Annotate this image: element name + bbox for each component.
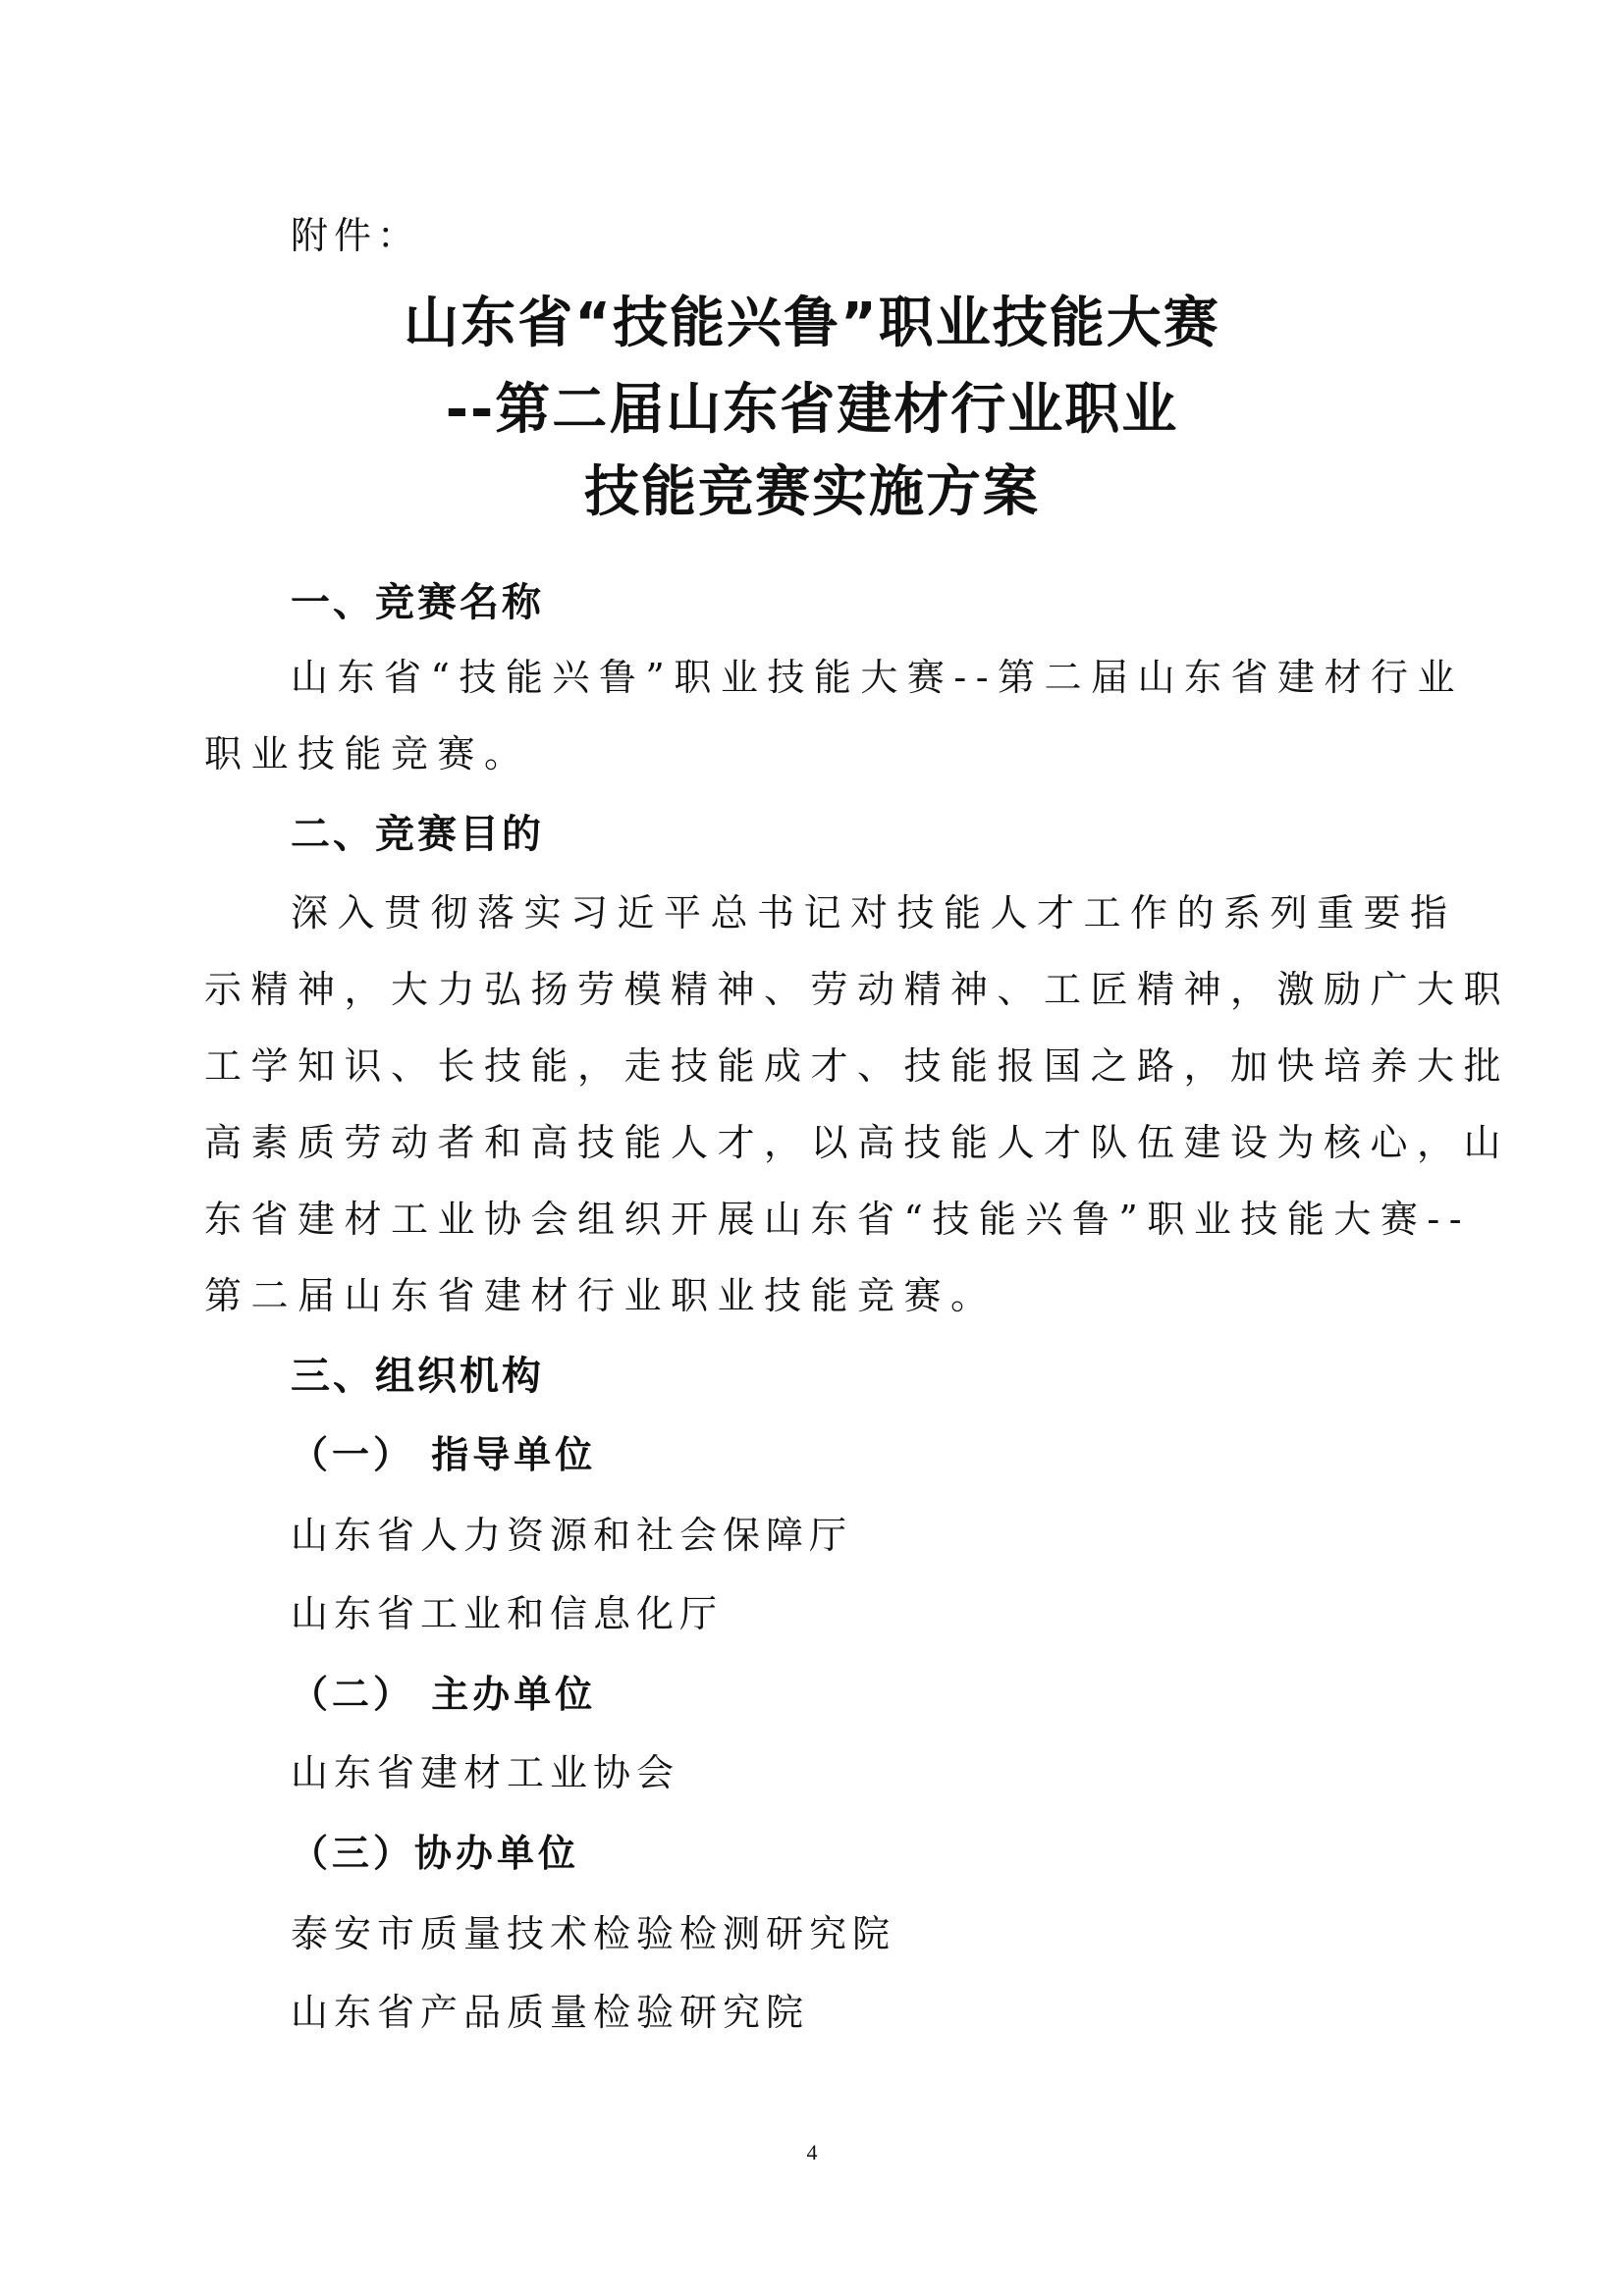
attachment-label: 附件： bbox=[291, 214, 421, 257]
paragraph-line: 深入贯彻落实习近平总书记对技能人才工作的系列重要指 bbox=[291, 891, 1457, 934]
paragraph-line: 高素质劳动者和高技能人才，以高技能人才队伍建设为核心，山 bbox=[204, 1121, 1511, 1164]
subheading-co-organizing-unit: （三）协办单位 bbox=[291, 1832, 580, 1875]
document-title-line-2: --第二届山东省建材行业职业 bbox=[445, 378, 1179, 442]
organization-unit: 山东省人力资源和社会保障厅 bbox=[291, 1514, 853, 1557]
section-heading-competition-purpose: 二、竞赛目的 bbox=[291, 812, 544, 857]
section-heading-competition-name: 一、竞赛名称 bbox=[291, 580, 544, 625]
organization-unit: 山东省工业和信息化厅 bbox=[291, 1592, 724, 1635]
document-title-line-1: 山东省“技能兴鲁”职业技能大赛 bbox=[404, 292, 1220, 355]
paragraph-line: 示精神，大力弘扬劳模精神、劳动精神、工匠精神，激励广大职 bbox=[204, 968, 1511, 1011]
page-number: 4 bbox=[806, 2140, 818, 2164]
organization-unit: 泰安市质量技术检验检测研究院 bbox=[291, 1912, 896, 1955]
organization-unit: 山东省建材工业协会 bbox=[291, 1751, 680, 1794]
organization-unit: 山东省产品质量检验研究院 bbox=[291, 1991, 810, 2034]
section-heading-organization: 三、组织机构 bbox=[291, 1354, 544, 1399]
paragraph-line: 东省建材工业协会组织开展山东省“技能兴鲁”职业技能大赛-- bbox=[204, 1198, 1472, 1241]
paragraph-line: 工学知识、长技能，走技能成才、技能报国之路，加快培养大批 bbox=[204, 1044, 1511, 1088]
document-title-line-3: 技能竞赛实施方案 bbox=[584, 460, 1040, 524]
paragraph-line: 第二届山东省建材行业职业技能竞赛。 bbox=[204, 1274, 998, 1317]
subheading-guiding-unit: （一） 指导单位 bbox=[291, 1433, 597, 1476]
subheading-hosting-unit: （二） 主办单位 bbox=[291, 1673, 597, 1716]
paragraph-line: 山东省“技能兴鲁”职业技能大赛--第二届山东省建材行业 bbox=[291, 656, 1465, 699]
paragraph-line: 职业技能竞赛。 bbox=[204, 732, 531, 775]
